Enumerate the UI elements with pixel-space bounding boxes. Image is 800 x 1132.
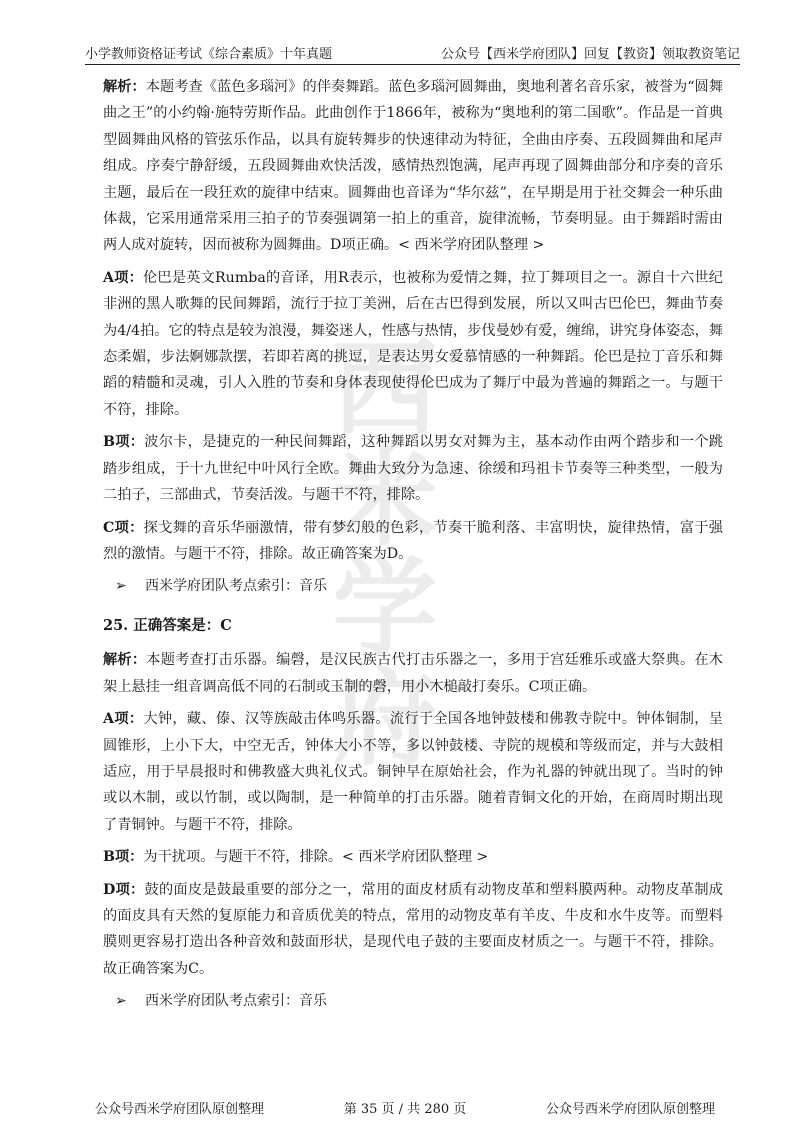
header-right: 公众号【西米学府团队】回复【教资】领取教资笔记 xyxy=(440,47,740,62)
arrow-icon: ➢ xyxy=(115,578,127,595)
q25-index: ➢ 西米学府团队考点索引：音乐 xyxy=(115,988,723,1014)
header-left: 小学教师资格证考试《综合素质》十年真题 xyxy=(85,47,333,62)
header-divider xyxy=(85,64,740,65)
q24-analysis: 解析：本题考查《蓝色多瑙河》的伴奏舞蹈。蓝色多瑙河圆舞曲，奥地利著名音乐家，被誉为“圆舞曲之王”的小约翰·施特劳斯作品。此曲创作于1866年，被称为“奥地利的第二国歌”。作品是一首典型圆舞曲风格的管弦乐作品，以具有旋转舞步的快速律动为特征，全曲由序奏、五段圆舞曲和尾声组成。序奏宁静舒缓，五段圆舞曲欢快活泼，感情热烈饱满，尾声再现了圆舞曲部分和序奏的音乐主题，最后在一段狂欢的旋律中结束。圆舞曲也音译为“华尔兹”，在早期是用于社交舞会一种乐曲体裁，它采用通常采用三拍子的节奏强调第一拍上的重音，旋律流畅，节奏明显。由于舞蹈时需由两人成对旋转，因而被称为圆舞曲。D项正确。< 西米学府团队整理 > xyxy=(103,79,723,254)
q25-option-a: A项：大钟，藏、傣、汉等族敲击体鸣乐器。流行于全国各地钟鼓楼和佛教寺院中。钟体铜制，呈圆锥形，上小下大，中空无舌，钟体大小不等，多以钟鼓楼、寺院的规模和等级而定，并与大鼓相适应，用于早晨报时和佛教盛大典礼仪式。铜钟早在原始社会，作为礼器的钟就出现了。当时的钟或以木制，或以竹制，或以陶制，是一种简单的打击乐器。随着青铜文化的开始，在商周时期出现了青铜钟。与题干不符，排除。 xyxy=(103,711,723,833)
watermark-char-4: 府 xyxy=(332,658,438,780)
q25-option-d: D项：鼓的面皮是鼓最重要的部分之一，常用的面皮材质有动物皮革和塑料膜两种。动物皮革制成的面皮具有天然的复原能力和音质优美的特点，常用的动物皮革有羊皮、牛皮和水牛皮等。而塑料膜则更容易打造出各种音效和鼓面形状，是现代电子鼓的主要面皮材质之一。与题干不符，排除。故正确答案为C。 xyxy=(103,881,723,977)
footer-right: 公众号西米学府团队原创整理 xyxy=(545,1102,715,1117)
arrow-icon: ➢ xyxy=(115,993,127,1010)
q25-answer: 25. 正确答案是：C xyxy=(103,617,232,635)
q24-option-b: B项：波尔卡，是捷克的一种民间舞蹈，这种舞蹈以男女对舞为主，基本动作由两个踏步和一个跳踏步组成，于十九世纪中叶风行全欧。舞曲大致分为急速、徐缓和玛祖卡节奏等三种类型，一般为二拍子，三部曲式，节奏活泼。与题干不符，排除。 xyxy=(103,434,723,504)
page-content xyxy=(103,74,723,1026)
watermark-char-2: 米 xyxy=(332,438,438,560)
page-header xyxy=(85,40,740,62)
page-footer xyxy=(95,1098,715,1117)
footer-left: 公众号西米学府团队原创整理 xyxy=(95,1102,265,1117)
q24-index: ➢ 西米学府团队考点索引：音乐 xyxy=(115,573,723,599)
q25-option-b: B项：为干扰项。与题干不符，排除。< 西米学府团队整理 > xyxy=(103,849,489,866)
watermark-char-3: 学 xyxy=(332,548,438,670)
q25-analysis: 解析：本题考查打击乐器。编磬，是汉民族古代打击乐器之一，多用于宫廷雅乐或盛大祭典。在木架上悬挂一组音调高低不同的石制或玉制的磬，用小木槌敲打奏乐。C项正确。 xyxy=(103,652,723,695)
q24-option-a: A项：伦巴是英文Rumba的音译，用R表示，也被称为爱情之舞，拉丁舞项目之一。源自十六世纪非洲的黑人歌舞的民间舞蹈，流行于拉丁美洲，后在古巴得到发展，所以又叫古巴伦巴，舞曲节奏为4/4拍。它的特点是较为浪漫，舞姿迷人，性感与热情，步伐曼妙有爱，缠绵，讲究身体姿态，舞态柔媚，步法婀娜款摆，若即若离的挑逗，是表达男女爱慕情感的一种舞蹈。伦巴是拉丁音乐和舞蹈的精髓和灵魂，引人入胜的节奏和身体表现使得伦巴成为了舞厅中最为普遍的舞蹈之一。与题干不符，排除。 xyxy=(103,269,723,418)
page-number: 第 35 页 / 共 280 页 xyxy=(343,1102,467,1117)
q24-option-c: C项：探戈舞的音乐华丽激情，带有梦幻般的色彩，节奏干脆利落、丰富明快，旋律热情，富于强烈的激情。与题干不符，排除。故正确答案为D。 xyxy=(103,519,723,562)
watermark-char-1: 西 xyxy=(332,330,438,450)
